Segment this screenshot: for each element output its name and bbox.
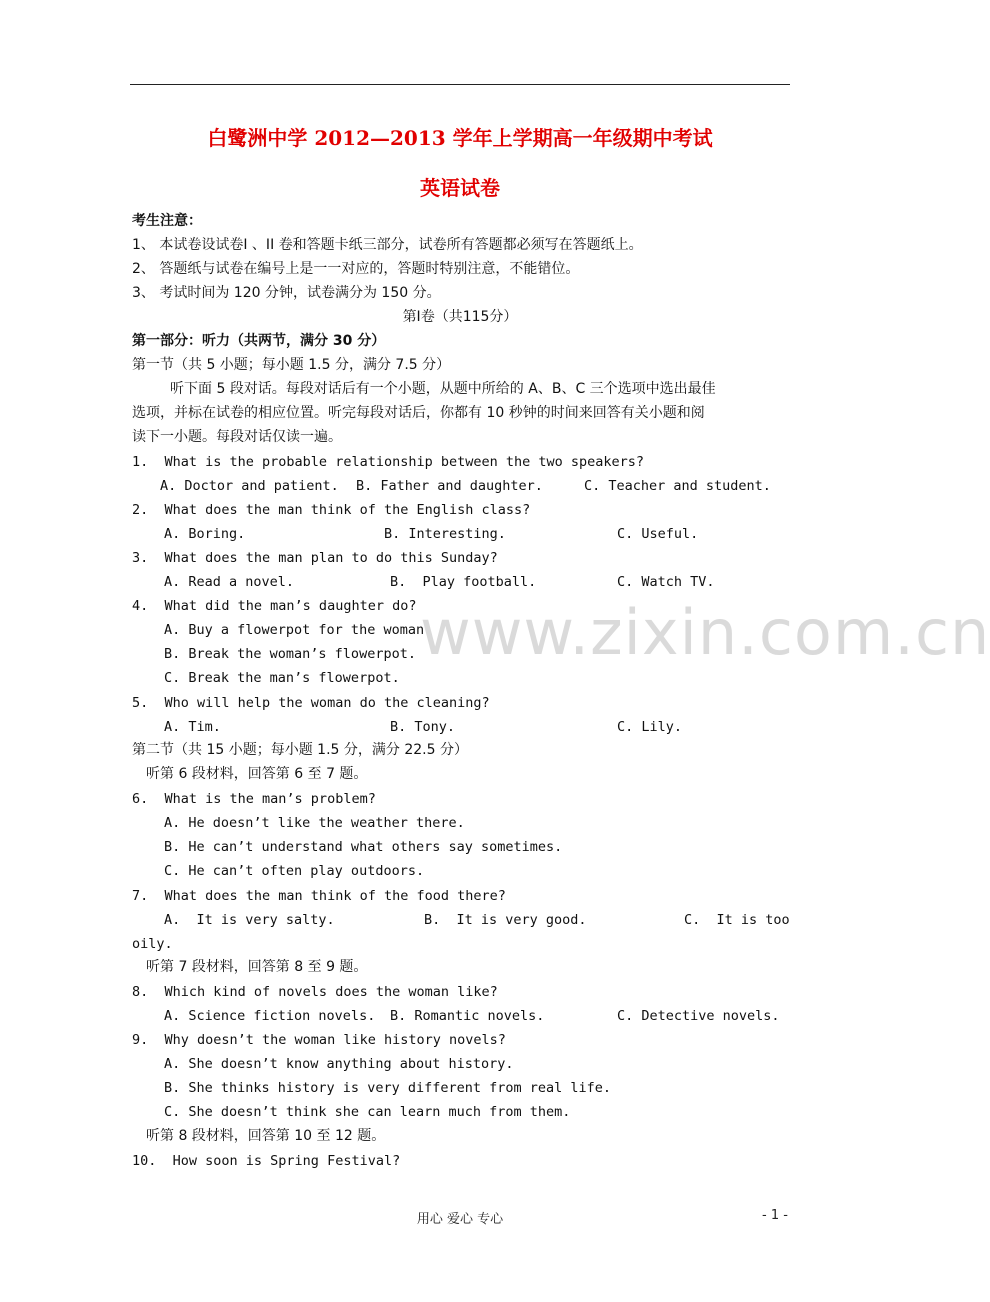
volume-title: 第Ⅰ卷（共115分） <box>402 309 518 325</box>
exam-title: 白鹭洲中学 2012—2013 学年上学期高一年级期中考试 <box>207 126 713 150</box>
instructions-line-1: 听下面 5 段对话。每段对话后有一个小题，从题中所给的 A、B、C 三个选项中选出最佳 <box>170 381 716 397</box>
question-10: 10. How soon is Spring Festival? <box>132 1153 401 1169</box>
q8-option-b: B. Romantic novels. <box>390 1008 545 1024</box>
listen-material-7: 听第 7 段材料，回答第 8 至 9 题。 <box>146 959 368 975</box>
top-divider <box>130 84 790 85</box>
q8-option-c: C. Detective novels. <box>617 1008 780 1024</box>
q9-option-b: B. She thinks history is very different from real life. <box>164 1080 612 1096</box>
q5-option-c: C. Lily. <box>617 719 683 735</box>
q5-option-a: A. Tim. <box>164 719 221 735</box>
q2-option-b: B. Interesting. <box>384 526 506 542</box>
q7-option-c: C. It is too <box>684 912 790 928</box>
q1-option-a: A. Doctor and patient. <box>160 478 339 494</box>
question-6: 6. What is the man’s problem? <box>132 791 376 807</box>
question-9: 9. Why doesn’t the woman like history novels? <box>132 1032 506 1048</box>
page-number: - 1 - <box>762 1208 788 1223</box>
q5-option-b: B. Tony. <box>390 719 456 735</box>
question-8: 8. Which kind of novels does the woman like? <box>132 984 498 1000</box>
q6-option-c: C. He can’t often play outdoors. <box>164 863 425 879</box>
question-1: 1. What is the probable relationship between the two speakers? <box>132 454 645 470</box>
q7-option-c-continued: oily. <box>132 936 173 952</box>
notice-item-1: 1、 本试卷设试卷Ⅰ 、II 卷和答题卡纸三部分，试卷所有答题都必须写在答题纸上。 <box>132 237 643 253</box>
q3-option-b: B. Play football. <box>390 574 537 590</box>
instructions-line-3: 读下一小题。每段对话仅读一遍。 <box>132 429 342 445</box>
question-2: 2. What does the man think of the English class? <box>132 502 531 518</box>
instructions-line-2: 选项，并标在试卷的相应位置。听完每段对话后，你都有 10 秒钟的时间来回答有关小题和阅 <box>132 405 705 421</box>
notice-heading: 考生注意： <box>132 213 202 229</box>
q3-option-c: C. Watch TV. <box>617 574 715 590</box>
q3-option-a: A. Read a novel. <box>164 574 295 590</box>
q2-option-c: C. Useful. <box>617 526 699 542</box>
listen-material-8: 听第 8 段材料，回答第 10 至 12 题。 <box>146 1128 386 1144</box>
footer-motto: 用心 爱心 专心 <box>416 1212 504 1227</box>
question-5: 5. Who will help the woman do the cleaning? <box>132 695 490 711</box>
q7-option-a: A. It is very salty. <box>164 912 335 928</box>
q8-option-a: A. Science fiction novels. <box>164 1008 376 1024</box>
section1-heading: 第一节（共 5 小题；每小题 1.5 分，满分 7.5 分） <box>132 357 451 373</box>
q1-option-c: C. Teacher and student. <box>584 478 771 494</box>
q6-option-a: A. He doesn’t like the weather there. <box>164 815 465 831</box>
notice-item-3: 3、 考试时间为 120 分钟，试卷满分为 150 分。 <box>132 285 441 301</box>
q9-option-a: A. She doesn’t know anything about history. <box>164 1056 514 1072</box>
q4-option-b: B. Break the woman’s flowerpot. <box>164 646 416 662</box>
q9-option-c: C. She doesn’t think she can learn much from them. <box>164 1104 571 1120</box>
q2-option-a: A. Boring. <box>164 526 246 542</box>
q6-option-b: B. He can’t understand what others say sometimes. <box>164 839 563 855</box>
q7-option-b: B. It is very good. <box>424 912 587 928</box>
q1-option-b: B. Father and daughter. <box>356 478 543 494</box>
part1-heading: 第一部分：听力（共两节，满分 30 分） <box>132 333 386 349</box>
listen-material-6: 听第 6 段材料，回答第 6 至 7 题。 <box>146 766 368 782</box>
exam-subtitle: 英语试卷 <box>420 176 500 200</box>
section2-heading: 第二节（共 15 小题；每小题 1.5 分，满分 22.5 分） <box>132 742 468 758</box>
question-7: 7. What does the man think of the food there? <box>132 888 506 904</box>
question-4: 4. What did the man’s daughter do? <box>132 598 417 614</box>
q4-option-c: C. Break the man’s flowerpot. <box>164 670 400 686</box>
watermark: www.zixin.com.cn <box>420 596 990 669</box>
q4-option-a: A. Buy a flowerpot for the woman. <box>164 622 433 638</box>
question-3: 3. What does the man plan to do this Sunday? <box>132 550 498 566</box>
notice-item-2: 2、 答题纸与试卷在编号上是一一对应的，答题时特别注意，不能错位。 <box>132 261 580 277</box>
